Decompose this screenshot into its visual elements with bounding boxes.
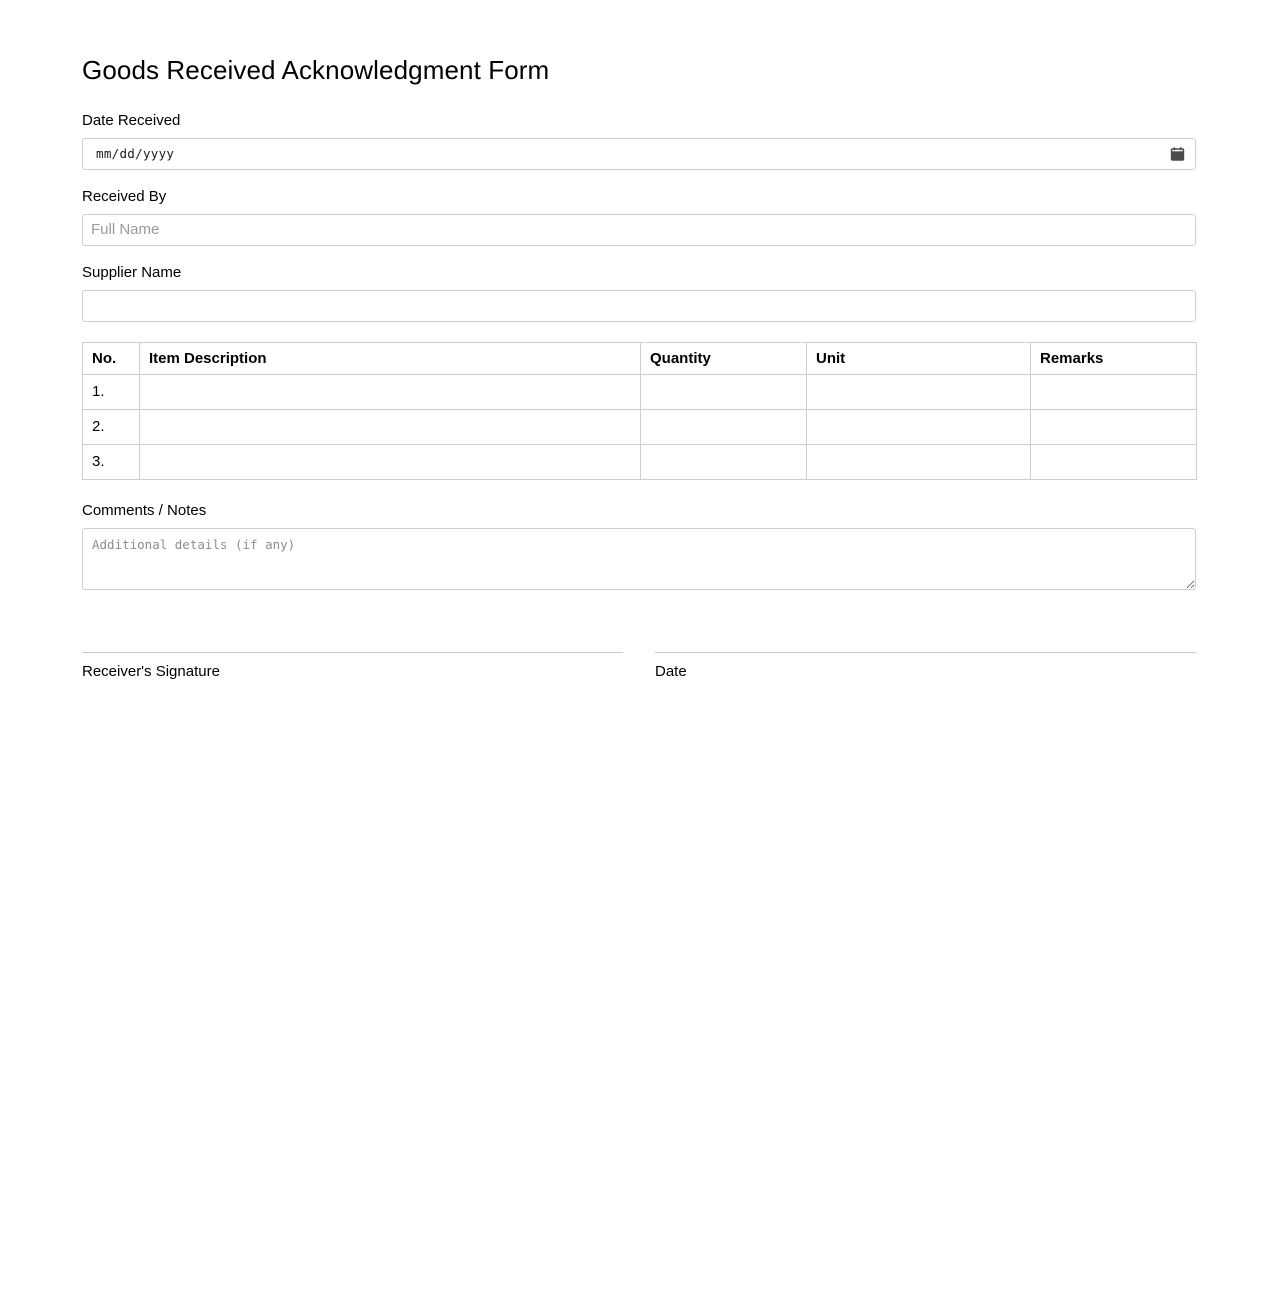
row-number: 3. (83, 444, 140, 479)
signature-date-line (655, 652, 1196, 653)
calendar-icon[interactable] (1170, 146, 1185, 161)
date-received-placeholder: mm/dd/yyyy (96, 146, 175, 162)
row-number: 2. (83, 409, 140, 444)
table-row (83, 444, 1197, 479)
goods-received-form (82, 56, 1196, 681)
page-title: Goods Received Acknowledgment Form (82, 55, 550, 85)
signature-date-label: Date (655, 662, 687, 680)
table-row (83, 409, 1197, 444)
received-by-input[interactable] (82, 214, 1196, 246)
items-table-body (83, 374, 1197, 479)
date-received-label: Date Received (82, 111, 181, 129)
field-comments-notes (82, 502, 1196, 590)
cell-quantity[interactable] (641, 374, 807, 409)
column-header-unit: Unit (807, 342, 1031, 374)
column-header-no: No. (83, 342, 140, 374)
items-table-head (83, 342, 1197, 374)
field-supplier-name (82, 264, 1196, 322)
row-number: 1. (83, 374, 140, 409)
cell-unit[interactable] (807, 444, 1031, 479)
table-header-row (83, 342, 1197, 374)
cell-remarks[interactable] (1031, 444, 1197, 479)
date-received-input[interactable] (82, 138, 1196, 170)
comments-notes-label: Comments / Notes (82, 501, 207, 519)
cell-unit[interactable] (807, 374, 1031, 409)
receiver-signature-label: Receiver's Signature (82, 662, 220, 680)
signature-section (82, 652, 1196, 681)
column-header-remarks: Remarks (1031, 342, 1197, 374)
supplier-name-label: Supplier Name (82, 263, 182, 281)
receiver-signature-line (82, 652, 623, 653)
received-by-label: Received By (82, 187, 167, 205)
field-date-received (82, 112, 1196, 170)
cell-remarks[interactable] (1031, 409, 1197, 444)
field-received-by (82, 188, 1196, 246)
cell-unit[interactable] (807, 409, 1031, 444)
cell-item-description[interactable] (140, 444, 641, 479)
cell-quantity[interactable] (641, 444, 807, 479)
cell-quantity[interactable] (641, 409, 807, 444)
cell-remarks[interactable] (1031, 374, 1197, 409)
items-table (82, 342, 1197, 480)
comments-notes-textarea[interactable] (82, 528, 1196, 590)
column-header-quantity: Quantity (641, 342, 807, 374)
supplier-name-input[interactable] (82, 290, 1196, 322)
cell-item-description[interactable] (140, 374, 641, 409)
cell-item-description[interactable] (140, 409, 641, 444)
table-row (83, 374, 1197, 409)
receiver-signature-block (82, 652, 623, 681)
signature-date-block (655, 652, 1196, 681)
column-header-item-description: Item Description (140, 342, 641, 374)
